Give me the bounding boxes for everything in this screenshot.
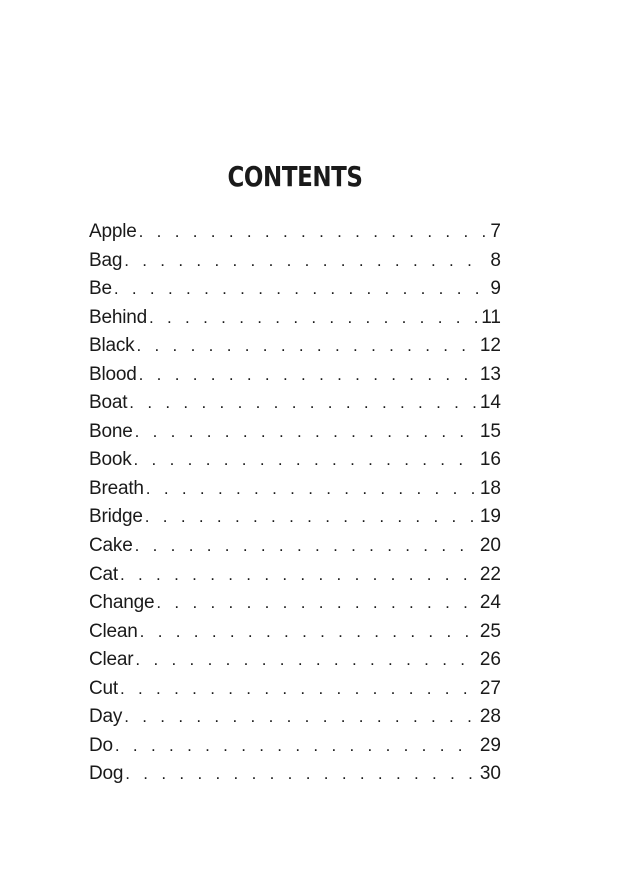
toc-entry-label: Clean	[89, 620, 138, 642]
toc-entry[interactable]	[89, 247, 501, 276]
toc-entry[interactable]	[89, 503, 501, 532]
toc-entry[interactable]	[89, 675, 501, 704]
toc-entry[interactable]	[89, 589, 501, 618]
toc-entry-label: Bag	[89, 249, 123, 271]
toc-entry-label: Bridge	[89, 506, 143, 528]
dot-leader	[124, 703, 476, 732]
toc-entry-page-number: 28	[479, 706, 501, 728]
toc-entry[interactable]	[89, 389, 501, 418]
toc-entry[interactable]	[89, 732, 501, 761]
toc-entry-label: Cat	[89, 563, 118, 585]
dot-leader	[136, 332, 475, 361]
toc-entry-label: Apple	[89, 221, 137, 242]
toc-entry[interactable]	[89, 304, 501, 333]
toc-entry-label: Cut	[89, 677, 118, 699]
toc-entry-label: Breath	[89, 477, 144, 499]
dot-leader	[139, 218, 485, 247]
toc-entry[interactable]	[89, 218, 501, 247]
toc-entry-label: Boat	[89, 392, 128, 414]
toc-entry-page-number: 29	[479, 734, 501, 756]
toc-entry-page-number: 25	[479, 620, 501, 642]
toc-entry-page-number: 11	[481, 306, 501, 328]
dot-leader	[146, 475, 476, 504]
toc-entry-page-number: 22	[479, 563, 501, 585]
dot-leader	[145, 503, 476, 532]
toc-entry-page-number: 8	[490, 249, 501, 271]
toc-entry-label: Black	[89, 335, 135, 357]
dot-leader	[135, 646, 475, 675]
toc-entry-page-number: 18	[479, 477, 501, 499]
toc-entry-page-number: 9	[490, 278, 501, 300]
page-title: CONTENTS	[227, 160, 363, 193]
dot-leader	[124, 247, 485, 276]
toc-entry-page-number: 27	[479, 677, 501, 699]
dot-leader	[139, 361, 476, 390]
toc-entry-label: Blood	[89, 363, 137, 385]
dot-leader	[129, 389, 476, 418]
toc-entry-page-number: 24	[479, 592, 501, 614]
dot-leader	[134, 446, 476, 475]
toc-entry-label: Do	[89, 734, 113, 756]
dot-leader	[140, 618, 476, 647]
toc-entry-label: Day	[89, 706, 123, 728]
toc-entry-label: Cake	[89, 535, 133, 557]
dot-leader	[120, 561, 476, 590]
toc-entry-label: Be	[89, 278, 112, 300]
toc-entry[interactable]	[89, 332, 501, 361]
dot-leader	[149, 304, 477, 333]
toc-entry-page-number: 30	[479, 763, 501, 785]
toc-entry-page-number: 12	[479, 335, 501, 357]
toc-entry[interactable]	[89, 418, 501, 447]
toc-entry[interactable]	[89, 703, 501, 732]
toc-entry[interactable]	[89, 646, 501, 675]
toc-entry-page-number: 16	[479, 449, 501, 471]
toc-entry-label: Clear	[89, 649, 134, 671]
toc-entry[interactable]	[89, 475, 501, 504]
toc-entry-page-number: 13	[479, 363, 501, 385]
toc-entry[interactable]	[89, 532, 501, 561]
table-of-contents	[89, 218, 501, 789]
dot-leader	[114, 275, 485, 304]
dot-leader	[135, 418, 476, 447]
dot-leader	[156, 589, 476, 618]
toc-entry-label: Dog	[89, 763, 124, 785]
dot-leader	[115, 732, 476, 761]
toc-entry-page-number: 26	[479, 649, 501, 671]
toc-entry-page-number: 19	[479, 506, 501, 528]
toc-entry[interactable]	[89, 760, 501, 789]
toc-entry[interactable]	[89, 361, 501, 390]
toc-entry-page-number: 20	[479, 535, 501, 557]
toc-entry[interactable]	[89, 618, 501, 647]
toc-entry-label: Bone	[89, 420, 133, 442]
dot-leader	[120, 675, 476, 704]
dot-leader	[125, 760, 476, 789]
toc-entry-label: Change	[89, 592, 155, 614]
toc-entry-label: Behind	[89, 306, 147, 328]
dot-leader	[135, 532, 476, 561]
toc-entry-page-number: 15	[479, 420, 501, 442]
toc-entry[interactable]	[89, 446, 501, 475]
toc-entry[interactable]	[89, 561, 501, 590]
toc-entry[interactable]	[89, 275, 501, 304]
toc-entry-label: Book	[89, 449, 132, 471]
toc-entry-page-number: 7	[490, 221, 501, 242]
toc-entry-page-number: 14	[479, 392, 501, 414]
